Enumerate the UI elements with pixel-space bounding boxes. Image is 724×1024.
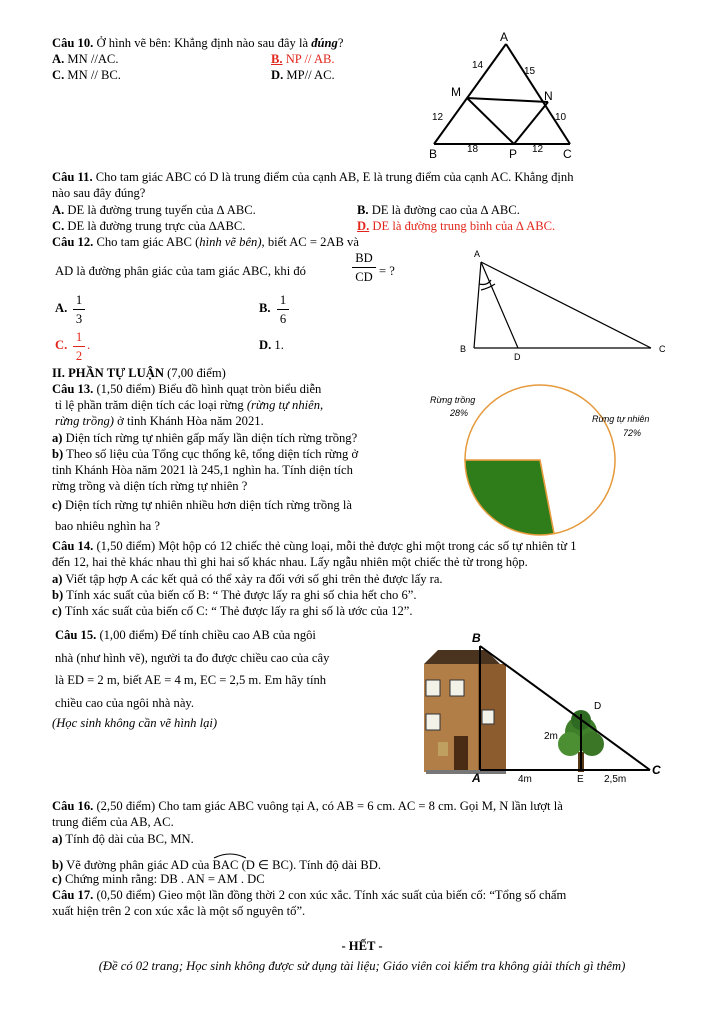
q10-label-a: A [500, 30, 509, 44]
svg-text:14: 14 [472, 60, 484, 71]
q12-label-b: B [460, 344, 467, 354]
q12-option-a-key: A. [55, 301, 68, 315]
q15-note: (Học sinh không cần vẽ hình lại) [52, 716, 218, 730]
q16-part-c: c) Chứng minh rằng: DB . AN = AM . DC [52, 872, 265, 886]
q13-pie-chart [420, 390, 680, 538]
q14-stem: Câu 14. (1,50 điểm) Một hộp có 12 chiếc thẻ cùng loại, mỗi thẻ được ghi một trong các số tự nhiên từ 1 [52, 539, 577, 553]
q11-option-a: A. DE là đường trung tuyến của ∆ ABC. [52, 203, 256, 217]
footer-note: (Đề có 02 trang; Học sinh không được sử dụng tài liệu; Giáo viên coi kiểm tra không giải thích gì thêm) [98, 959, 626, 973]
q15-label-ae: 4m [518, 774, 532, 785]
q12-label-c: C [659, 344, 666, 354]
q13-part-b: b) Theo số liệu của Tổng cục thống kê, tổng diện tích rừng ở [52, 447, 359, 461]
q12-option-b-key: B. [259, 301, 271, 315]
q10-label-n: N [544, 89, 553, 103]
q15-label-b: B [472, 631, 481, 645]
q10-title: Câu 10. [52, 36, 94, 50]
pie-value-rung-trong: 28% [450, 408, 469, 418]
q13-part-c: c) Diện tích rừng tự nhiên nhiều hơn diện tích rừng trồng là [52, 498, 352, 512]
q10-label-p: P [509, 147, 518, 161]
q17-stem: Câu 17. (0,50 điểm) Gieo một lần đồng thời 2 con xúc xắc. Tính xác suất của biến cố: “Tổng số chấm [52, 888, 567, 902]
q12-option-c-key: C. [55, 338, 68, 352]
q13-stem: Câu 13. (1,50 điểm) Biểu đồ hình quạt tròn biểu diễn [52, 382, 322, 396]
q16-stem: Câu 16. (2,50 điểm) Cho tam giác ABC vuông tại A, có AB = 6 cm. AC = 8 cm. Gọi M, N lần lượt là [52, 799, 563, 813]
q14-part-b: b) Tính xác suất của biến cố B: “ Thẻ được lấy ra ghi số chia hết cho 6”. [52, 588, 417, 602]
q11-stem-2: nào sau đây đúng? [52, 186, 146, 200]
q10-option-a: A. MN //AC. [52, 52, 119, 66]
q12-option-c-correct: 1 2 [73, 330, 85, 363]
pie-slice-0 [465, 460, 554, 535]
q12-option-d: D. 1. [259, 338, 284, 352]
svg-text:18: 18 [467, 144, 479, 155]
q12-label-a: A [474, 249, 481, 259]
q12-stem-2: AD là đường phân giác của tam giác ABC, khi đó [55, 264, 306, 278]
house-illustration [424, 650, 506, 774]
q10-option-c: C. MN // BC. [52, 68, 121, 82]
q10-stem: Câu 10. Ở hình vẽ bên: Khẳng định nào sau đây là đúng? [52, 36, 344, 50]
q16-part-b: b) Vẽ đường phân giác AD của BAC (D ∈ BC). Tính độ dài BD. [52, 855, 381, 873]
q15-label-ed: 2m [544, 731, 558, 742]
pie-label-rung-tu-nhien: Rừng tự nhiên [592, 414, 650, 424]
q14-part-a: a) Viết tập hợp A các kết quả có thể xảy ra đối với số ghi trên thẻ được lấy ra. [52, 572, 443, 586]
part2-heading: II. PHẦN TỰ LUẬN (7,00 điểm) [52, 366, 226, 380]
svg-text:15: 15 [524, 66, 536, 77]
q11-option-b: B. DE là đường cao của ∆ ABC. [357, 203, 520, 217]
q15-label-d: D [594, 701, 602, 712]
svg-text:12: 12 [532, 144, 544, 155]
q15-stem: Câu 15. (1,00 điểm) Để tính chiều cao AB của ngôi [55, 628, 316, 642]
end-marker: - HẾT - [341, 939, 383, 953]
q10-triangle-figure [420, 28, 590, 163]
q15-label-e: E [577, 774, 584, 785]
q10-option-d: D. MP// AC. [271, 68, 335, 82]
q12-triangle-figure [455, 248, 675, 360]
q16-part-a: a) Tính độ dài của BC, MN. [52, 832, 194, 846]
q15-house-tree-figure [418, 632, 688, 790]
q10-label-m: M [451, 85, 461, 99]
q15-label-a: A [472, 771, 481, 785]
q12-label-d: D [514, 352, 521, 362]
q11-option-d-correct: D. DE là đường trung bình của ∆ ABC. [357, 219, 556, 233]
q10-option-b-correct: B. NP // AB. [271, 52, 335, 66]
svg-text:10: 10 [555, 112, 567, 123]
q12-option-a: 1 3 [73, 293, 85, 326]
q10-label-b: B [429, 147, 438, 161]
pie-value-rung-tu-nhien: 72% [623, 428, 642, 438]
q10-label-c: C [563, 147, 572, 161]
pie-label-rung-trong: Rừng trồng [430, 395, 476, 405]
q15-label-ec: 2,5m [604, 774, 627, 785]
q13-part-a: a) Diện tích rừng tự nhiên gấp mấy lần diện tích rừng trồng? [52, 431, 358, 445]
q11-option-c: C. DE là đường trung trực của ∆ABC. [52, 219, 246, 233]
svg-text:12: 12 [432, 112, 444, 123]
q12-stem: Câu 12. Cho tam giác ABC (hình vẽ bên), biết AC = 2AB và [52, 235, 359, 249]
q12-fraction: BD CD [352, 251, 376, 284]
q14-part-c: c) Tính xác suất của biến cố C: “ Thẻ được lấy ra ghi số là ước của 12”. [52, 604, 413, 618]
angle-bac: BAC [213, 855, 239, 873]
q15-label-c: C [652, 763, 661, 777]
q12-option-b: 1 6 [277, 293, 289, 326]
q11-stem: Câu 11. Cho tam giác ABC có D là trung điểm của cạnh AB, E là trung điểm của cạnh AC. Khẳng định [52, 170, 574, 184]
